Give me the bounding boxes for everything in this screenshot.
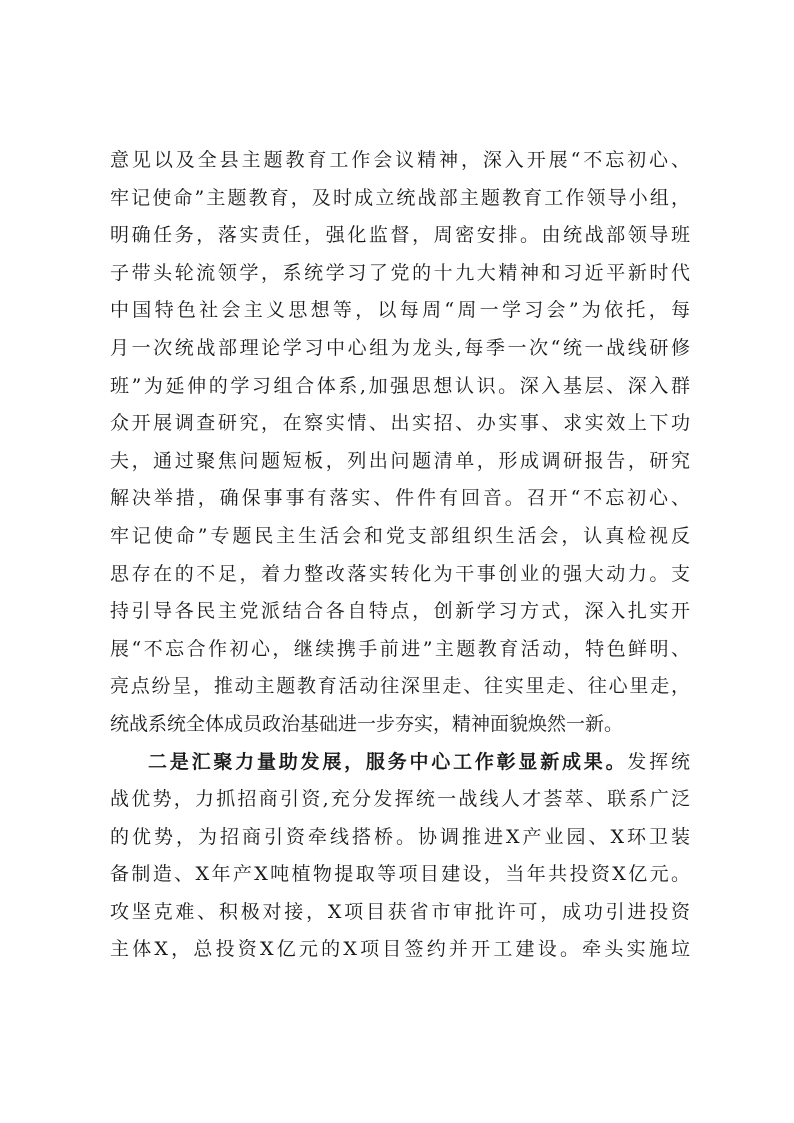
text-line: 战优势，力抓招商引资,充分发挥统一战线人才荟萃、联系广泛 — [110, 788, 690, 811]
text-line: 班”为延伸的学习组合体系,加强思想认识。深入基层、深入群 — [110, 374, 690, 397]
text-line: 展“不忘合作初心，继续携手前进”主题教育活动，特色鲜明、 — [110, 637, 690, 660]
text-line: 牢记使命”专题民主生活会和党支部组织生活会，认真检视反 — [110, 524, 690, 547]
text-line: 解决举措，确保事事有落实、件件有回音。召开“不忘初心、 — [110, 487, 690, 510]
text-line: 夫，通过聚焦问题短板，列出问题清单，形成调研报告，研究 — [110, 449, 690, 472]
paragraph-theme-education — [110, 142, 690, 744]
text-line: 意见以及全县主题教育工作会议精神，深入开展“不忘初心、 — [110, 149, 690, 171]
text-line: 持引导各民主党派结合各自特点，创新学习方式，深入扎实开 — [110, 600, 690, 623]
text-line: 亮点纷呈，推动主题教育活动往深里走、往实里走、往心里走， — [110, 675, 690, 698]
text-line: 子带头轮流领学，系统学习了党的十九大精神和习近平新时代 — [110, 261, 690, 284]
text-line: 众开展调查研究，在察实情、出实招、办实事、求实效上下功 — [110, 412, 690, 435]
paragraph-lead-heading: 二是汇聚力量助发展，服务中心工作彰显新成果。 — [148, 750, 628, 773]
text-line: 牢记使命”主题教育，及时成立统战部主题教育工作领导小组， — [110, 186, 690, 209]
text-line: 主体X，总投资X亿元的X项目签约并开工建设。牵头实施垃 — [110, 938, 690, 961]
text-line: 中国特色社会主义思想等，以每周“周一学习会”为依托，每 — [110, 299, 690, 322]
text-line: 思存在的不足，着力整改落实转化为干事创业的强大动力。支 — [110, 562, 690, 585]
text-line: 月一次统战部理论学习中心组为龙头,每季一次“统一战线研修 — [110, 336, 690, 359]
text-line: 统战系统全体成员政治基础进一步夯实，精神面貌焕然一新。 — [110, 712, 624, 735]
text-line: 的优势，为招商引资牵线搭桥。协调推进X产业园、X环卫装 — [110, 825, 690, 848]
document-body — [110, 142, 690, 969]
text-line — [110, 744, 690, 782]
text-line: 备制造、X年产X吨植物提取等项目建设，当年共投资X亿元。 — [110, 863, 690, 886]
paragraph-serve-development — [110, 744, 690, 970]
text-run: 发挥统 — [627, 750, 690, 773]
text-line: 明确任务，落实责任，强化监督，周密安排。由统战部领导班 — [110, 224, 690, 247]
text-line: 攻坚克难、积极对接，X项目获省市审批许可，成功引进投资 — [110, 900, 690, 923]
